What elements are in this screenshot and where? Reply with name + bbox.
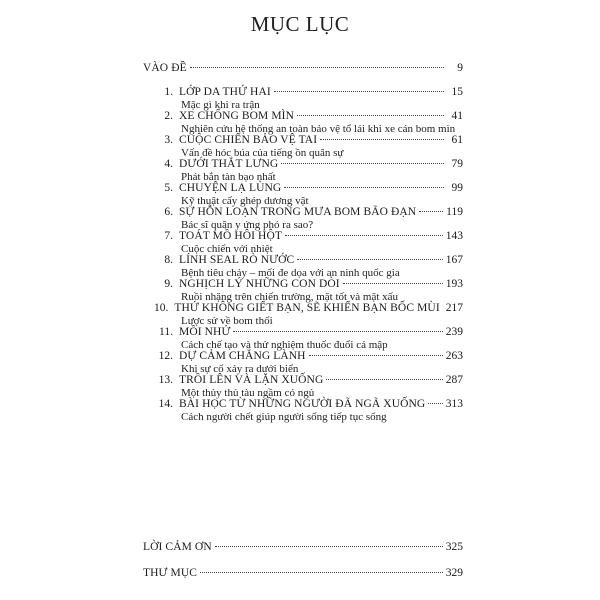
entry-title: BÀI HỌC TỪ NHỮNG NGƯỜI ĐÃ NGÃ XUỐNG xyxy=(179,398,426,410)
dot-leader xyxy=(309,355,443,356)
dot-leader xyxy=(284,187,444,188)
page-number: 15 xyxy=(451,86,463,98)
dot-leader xyxy=(233,331,442,332)
chapter-number: 8. xyxy=(164,254,173,266)
chapter-subtitle: Cuộc chiến với nhiệt xyxy=(181,243,273,255)
chapter-number: 12. xyxy=(158,350,173,362)
page-number: 79 xyxy=(451,158,463,170)
entry-title: MỒI NHỬ xyxy=(179,326,231,338)
dot-leader xyxy=(285,235,443,236)
chapter-number: 9. xyxy=(164,278,173,290)
chapter-number: 7. xyxy=(164,230,173,242)
chapter-subtitle: Một thủy thủ tàu ngầm có ngủ xyxy=(181,387,315,399)
chapter-number: 2. xyxy=(164,110,173,122)
page-number: 239 xyxy=(445,326,463,338)
dot-leader xyxy=(274,91,444,92)
entry-title: DƯỚI THẮT LƯNG xyxy=(179,158,279,170)
page-number: 143 xyxy=(445,230,463,242)
chapter-subtitle: Bệnh tiêu chảy – mối đe dọa với an ninh quốc gia xyxy=(181,267,400,279)
page-number: 167 xyxy=(445,254,463,266)
chapter-subtitle: Khi sự cố xảy ra dưới biển xyxy=(181,363,299,375)
dot-leader xyxy=(419,211,443,212)
page-number: 9 xyxy=(457,62,463,74)
page-number: 61 xyxy=(451,134,463,146)
chapter-number: 5. xyxy=(164,182,173,194)
page-number: 41 xyxy=(451,110,463,122)
page-number: 193 xyxy=(445,278,463,290)
chapter-subtitle: Vấn đề hóc búa của tiếng ồn quân sự xyxy=(181,147,344,159)
entry-title: NGHỊCH LÝ NHỮNG CON DÒI xyxy=(179,278,340,290)
entry-title: TOÁT MỒ HÔI HỘT xyxy=(179,230,282,242)
chapter-subtitle: Mặc gì khi ra trận xyxy=(181,99,260,111)
chapter-number: 3. xyxy=(164,134,173,146)
page-number: 287 xyxy=(445,374,463,386)
entry-title: LỜI CẢM ƠN xyxy=(143,541,212,553)
dot-leader xyxy=(428,403,442,404)
dot-leader xyxy=(326,379,442,380)
page-number: 329 xyxy=(445,567,463,579)
entry-title: SỰ HỖN LOẠN TRONG MƯA BOM BÃO ĐẠN xyxy=(179,206,417,218)
chapter-subtitle: Nghiên cứu hệ thống an toàn bảo vệ tổ lái khi xe cán bom mìn xyxy=(181,123,456,135)
dot-leader xyxy=(190,67,444,68)
entry-title: LÍNH SEAL RÒ NƯỚC xyxy=(179,254,295,266)
toc-entry-acknowledgements[interactable] xyxy=(143,539,463,555)
entry-title: DỰ CẢM CHẲNG LÀNH xyxy=(179,350,306,362)
chapter-subtitle: Phát bắn tàn bạo nhất xyxy=(181,171,276,183)
dot-leader xyxy=(200,572,443,573)
entry-title: CHUYỆN LẠ LÙNG xyxy=(179,182,282,194)
page-title: MỤC LỤC xyxy=(250,12,350,36)
chapter-number: 6. xyxy=(164,206,173,218)
chapter-number: 13. xyxy=(158,374,173,386)
chapter-number: 14. xyxy=(158,398,173,410)
chapter-subtitle: Ruồi nhặng trên chiến trường, mặt tốt và mặt xấu xyxy=(181,291,399,303)
page-number: 217 xyxy=(445,302,463,314)
chapter-number: 4. xyxy=(164,158,173,170)
chapter-subtitle: Cách chế tạo và thử nghiệm thuốc đuổi cá mập xyxy=(181,339,388,351)
page-number: 313 xyxy=(445,398,463,410)
chapter-subtitle: Cách người chết giúp người sống tiếp tục sống xyxy=(181,411,387,423)
dot-leader xyxy=(320,139,444,140)
page-number: 99 xyxy=(451,182,463,194)
toc-entry-intro[interactable] xyxy=(143,60,463,76)
dot-leader xyxy=(281,163,444,164)
page-number: 325 xyxy=(445,541,463,553)
chapter-subtitle: Bác sĩ quân y ứng phó ra sao? xyxy=(181,219,314,231)
entry-title: THƯ MỤC xyxy=(143,567,198,579)
dot-leader xyxy=(297,259,442,260)
chapter-subtitle: Lược sử về bom thối xyxy=(181,315,273,327)
dot-leader xyxy=(215,546,443,547)
page-number: 119 xyxy=(446,206,463,218)
entry-title: VÀO ĐỀ xyxy=(143,62,187,74)
chapter-subtitle: Kỹ thuật cấy ghép dương vật xyxy=(181,195,309,207)
chapter-number: 11. xyxy=(159,326,173,338)
page-number: 263 xyxy=(445,350,463,362)
dot-leader xyxy=(343,283,443,284)
dot-leader xyxy=(297,115,444,116)
entry-title: THỨ KHÔNG GIẾT BẠN, SẼ KHIẾN BẠN BỐC MÙI xyxy=(174,302,440,314)
entry-title: XE CHỐNG BOM MÌN xyxy=(179,110,295,122)
chapter-number: 1. xyxy=(164,86,173,98)
entry-title: CUỘC CHIẾN BẢO VỆ TAI xyxy=(179,134,318,146)
toc-entry-bibliography[interactable] xyxy=(143,565,463,581)
entry-title: LỚP DA THỨ HAI xyxy=(179,86,271,98)
chapter-number: 10. xyxy=(153,302,169,314)
entry-title: TRỒI LÊN VÀ LẶN XUỐNG xyxy=(179,374,324,386)
